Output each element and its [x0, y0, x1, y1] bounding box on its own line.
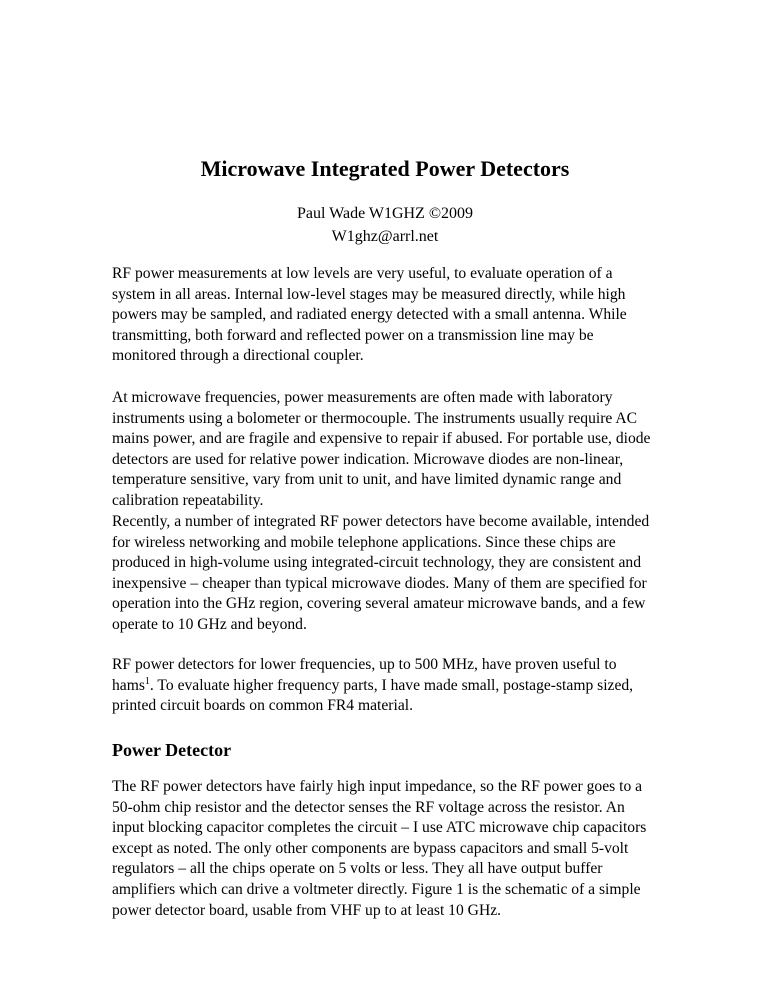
section-heading-power-detector: Power Detector: [112, 740, 232, 760]
paragraph-lower-frequencies: [112, 655, 658, 717]
paragraph-lower-frequencies-text: RF power detectors for lower frequencies, up to 500 MHz, have proven useful to hams: [112, 656, 617, 694]
paragraph-lower-frequencies-text-end: . To evaluate higher frequency parts, I have made small, postage-stamp sized, printed circuit boards on common FR4 material.: [112, 676, 634, 715]
footnote-reference: 1: [144, 675, 150, 687]
paragraph-microwave-measurement: At microwave frequencies, power measurements are often made with laboratory instruments using a bolometer or thermocouple. The instruments usually require AC mains power, and are fragile and expensive to repair if abused. For portable use, diode detectors are used for relative power indication. Microwave diodes are non-linear, temperature sensitive, vary from unit to unit, and have limited dynamic range and calibration repeatability.: [112, 389, 651, 509]
author-email: W1ghz@arrl.net: [331, 228, 439, 245]
paragraph-power-detector: The RF power detectors have fairly high input impedance, so the RF power goes to a 50-ohm chip resistor and the detector senses the RF voltage across the resistor. An input blocking capacitor completes the circuit – I use ATC microwave chip capacitors except as noted. The only other components are bypass capacitors and small 5-volt regulators – all the chips operate on 5 volts or less. They all have output buffer amplifiers which can drive a voltmeter directly. Figure 1 is the schematic of a simple power detector board, usable from VHF up to at least 10 GHz.: [112, 778, 647, 919]
paragraph-intro: RF power measurements at low levels are very useful, to evaluate operation of a system in all areas. Internal low-level stages may be measured directly, while high powers may be sampled, and radiated energy detected with a small antenna. While transmitting, both forward and reflected power on a transmission line may be monitored through a directional coupler.: [112, 265, 627, 365]
author-line: Paul Wade W1GHZ ©2009: [296, 205, 474, 222]
document-title: Microwave Integrated Power Detectors: [200, 156, 570, 181]
paragraph-integrated-detectors: Recently, a number of integrated RF power detectors have become available, intended for wireless networking and mobile telephone applications. Since these chips are produced in high-volume using integrated-circuit technology, they are consistent and inexpensive – cheaper than typical microwave diodes. Many of them are specified for operation into the GHz region, covering several amateur microwave bands, and a few operate to 10 GHz and beyond.: [112, 513, 650, 633]
